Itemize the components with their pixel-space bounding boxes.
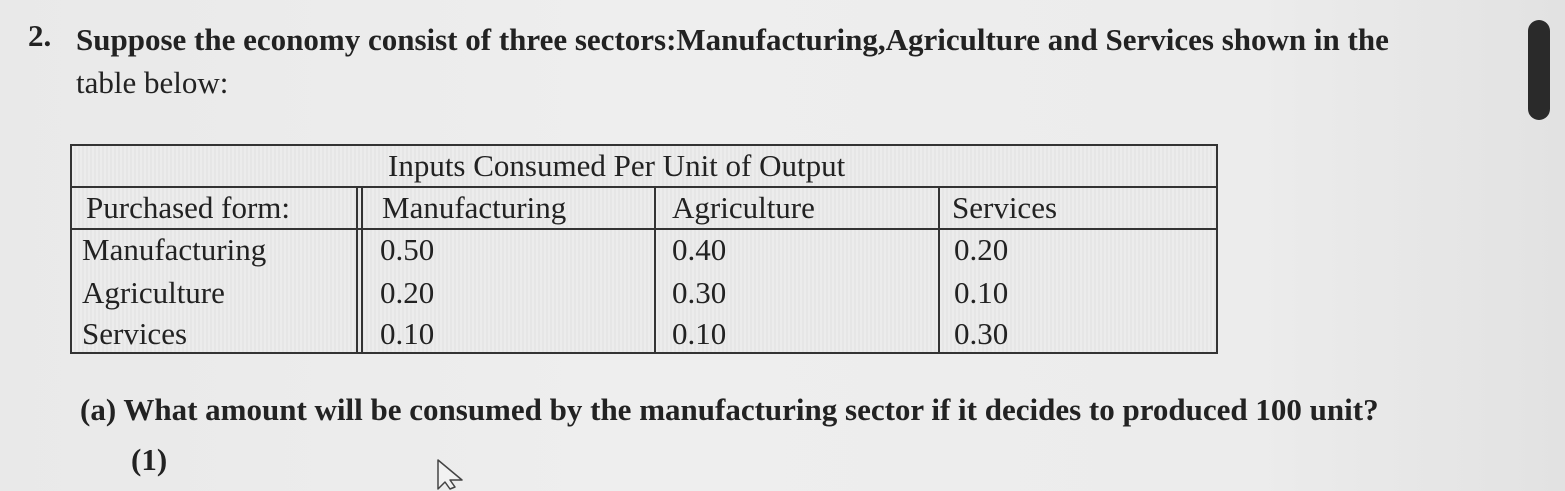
table-title: Inputs Consumed Per Unit of Output	[388, 148, 846, 183]
scrollbar-thumb[interactable]	[1528, 20, 1550, 120]
table-cell: 0.20	[380, 275, 435, 310]
table-cell: 0.10	[954, 275, 1009, 310]
table-cell: 0.50	[380, 232, 435, 267]
column-header-services: Services	[952, 190, 1058, 225]
table-divider	[361, 186, 363, 352]
table-divider	[938, 186, 940, 352]
question-text	[76, 18, 1516, 104]
row-header-label: Purchased form:	[86, 190, 291, 225]
column-header-agriculture: Agriculture	[672, 190, 815, 225]
table-cell: 0.10	[672, 316, 727, 351]
column-header-manufacturing: Manufacturing	[382, 190, 567, 225]
table-divider	[72, 186, 1216, 188]
part-a-question: (a) What amount will be consumed by the manufacturing sector if it decides to produced 100 unit?	[80, 392, 1379, 427]
table-cell: 0.30	[954, 316, 1009, 351]
part-a-marks: (1)	[131, 442, 168, 477]
table-divider	[356, 186, 358, 352]
table-cell: 0.10	[380, 316, 435, 351]
table-cell: 0.40	[672, 232, 727, 267]
row-label-services: Services	[82, 316, 188, 351]
table-cell: 0.20	[954, 232, 1009, 267]
table-divider	[654, 186, 656, 352]
input-output-table	[70, 144, 1218, 354]
question-line-1: Suppose the economy consist of three sectors:Manufacturing,Agriculture and Services shown in the	[76, 22, 1389, 57]
table-cell: 0.30	[672, 275, 727, 310]
question-number: 2.	[28, 18, 52, 53]
row-label-agriculture: Agriculture	[82, 275, 225, 310]
question-line-2: table below:	[76, 65, 229, 100]
table-divider	[72, 228, 1216, 230]
mouse-pointer-icon	[436, 458, 470, 491]
row-label-manufacturing: Manufacturing	[82, 232, 267, 267]
